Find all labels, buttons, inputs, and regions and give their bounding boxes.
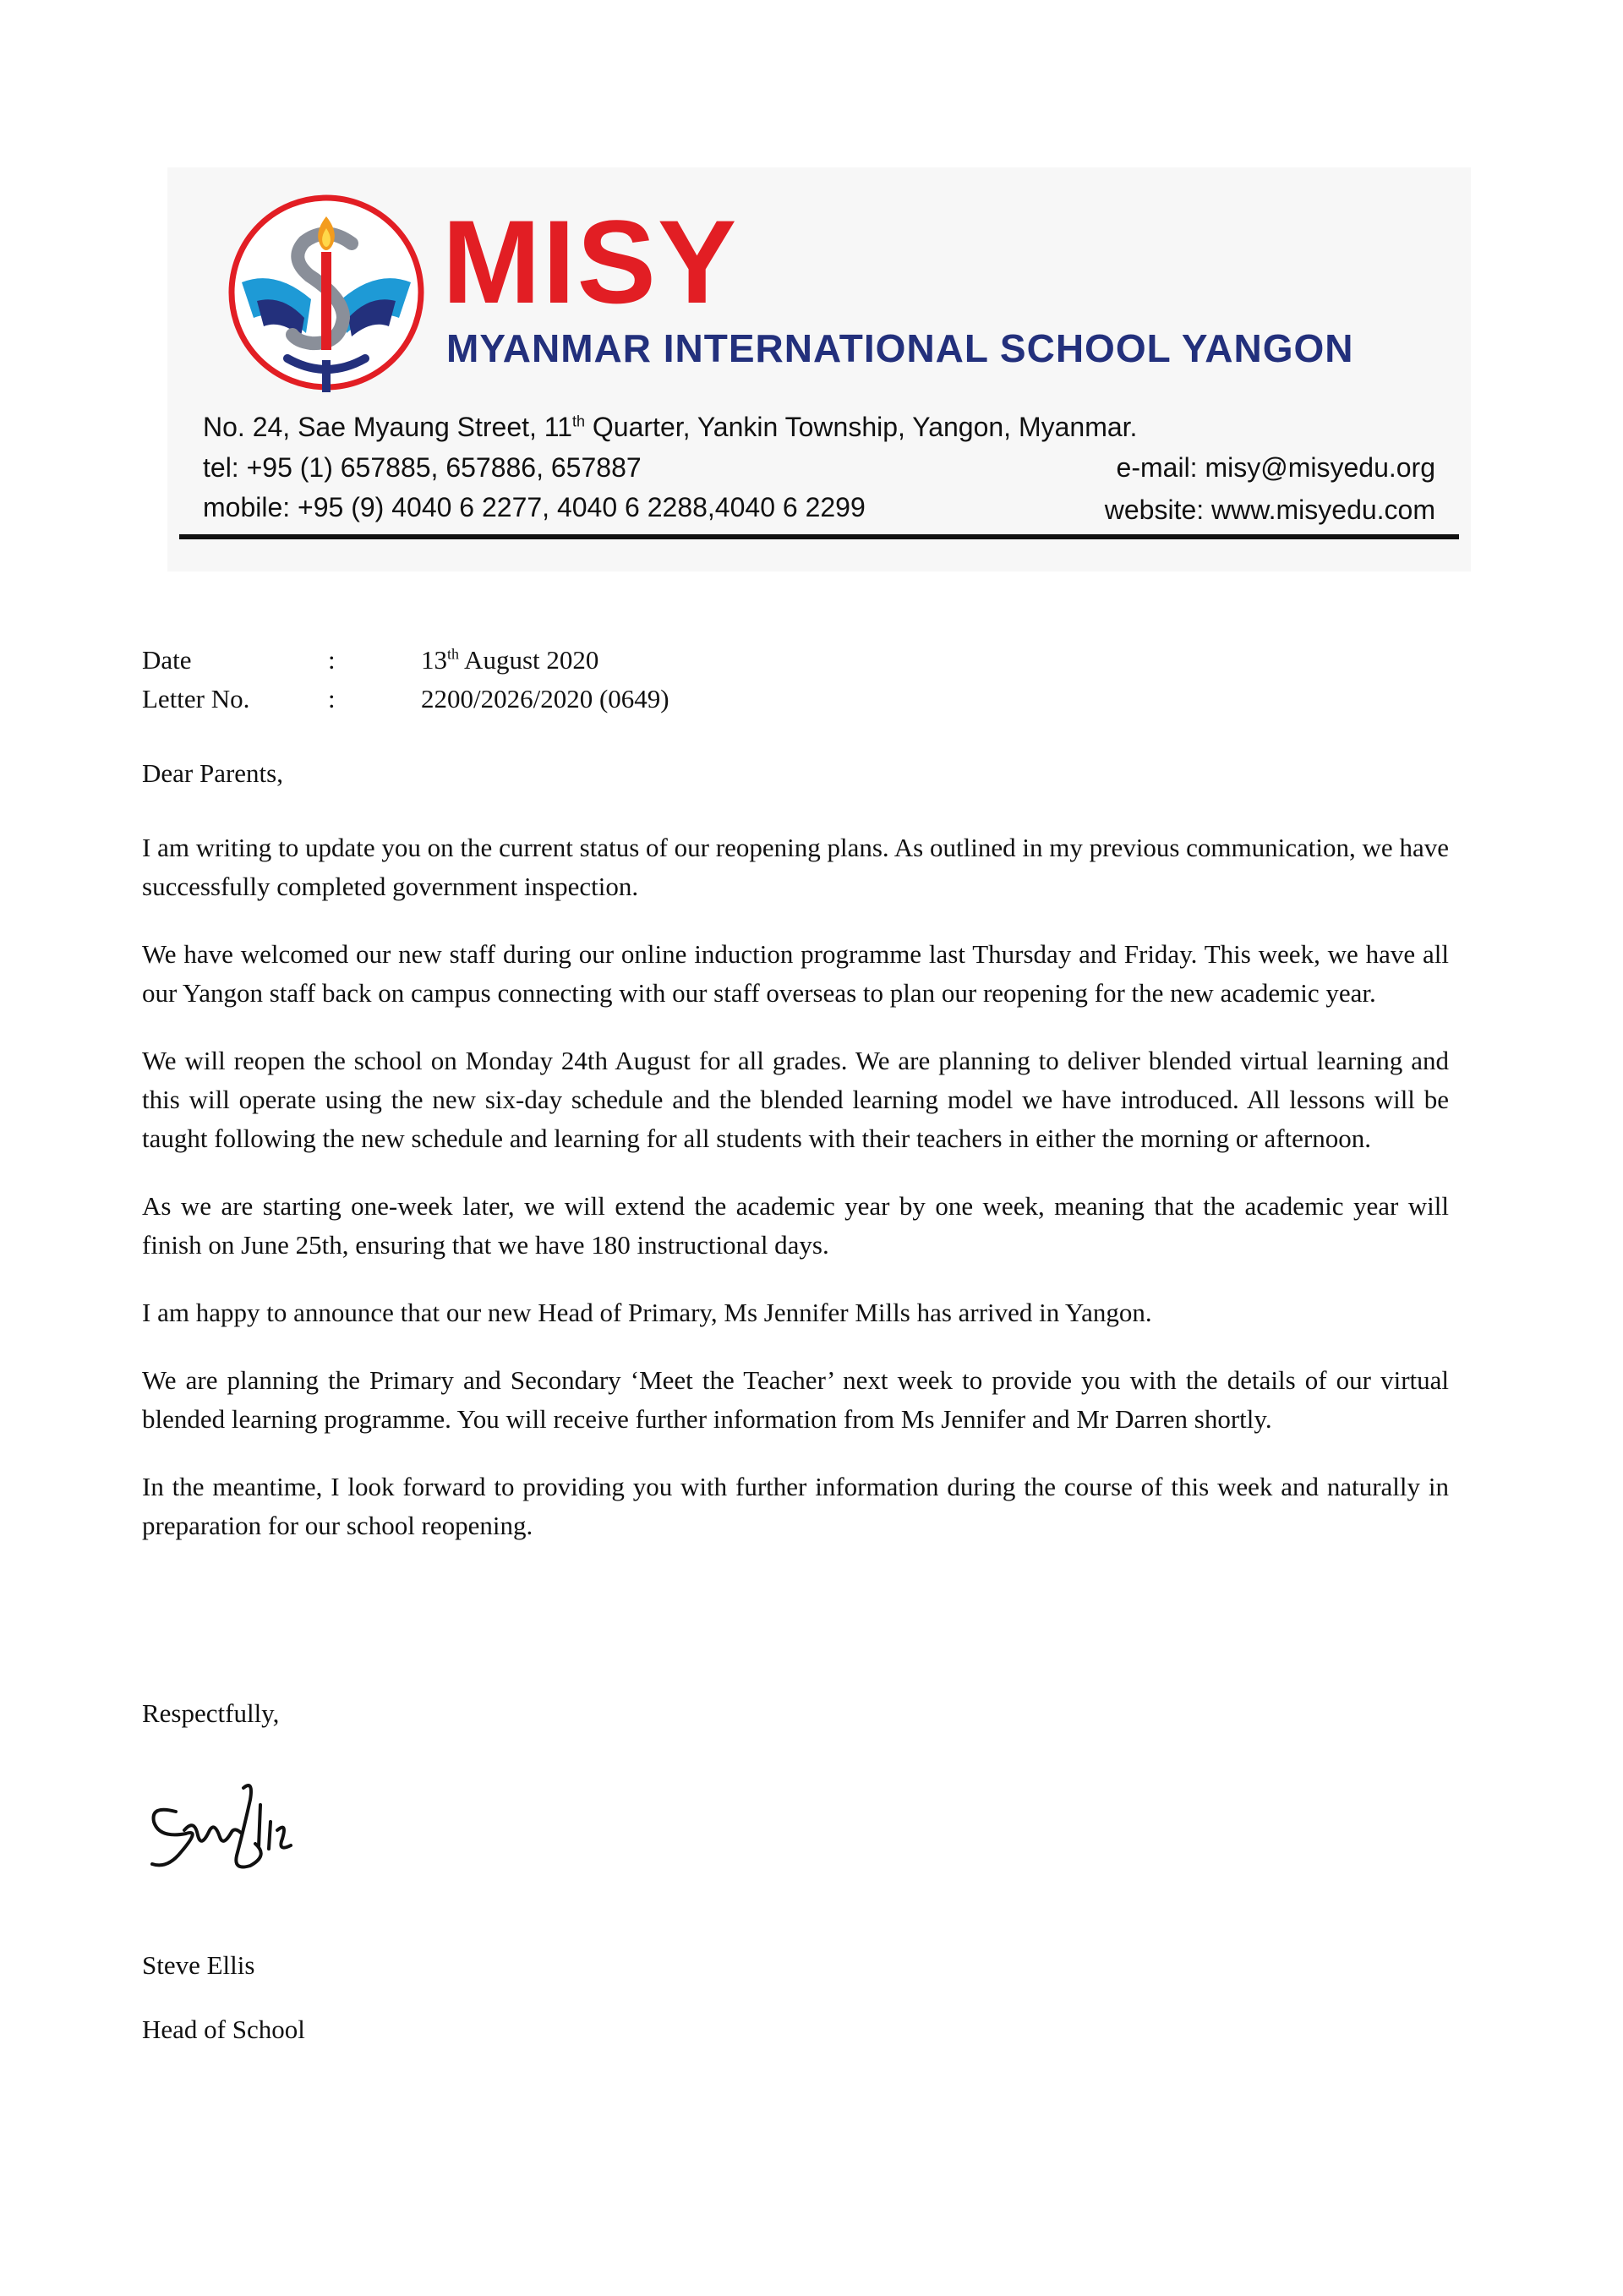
paragraph: We are planning the Primary and Secondary ‘Meet the Teacher’ next week to provide you with the details of our virtual blended learning programme. You will receive further information from Ms Jennifer and Mr Darren shortly.: [142, 1365, 1449, 1434]
signature-image: [142, 1771, 320, 1889]
paragraph: I am writing to update you on the current status of our reopening plans. As outlined in my previous communication, we have successfully completed government inspection.: [142, 833, 1449, 901]
signer-title: Head of School: [142, 2014, 305, 2044]
school-name: MYANMAR INTERNATIONAL SCHOOL YANGON: [446, 326, 1354, 370]
closing: Respectfully,: [142, 1698, 280, 1728]
paragraph: We have welcomed our new staff during our online induction programme last Thursday and Friday. This week, we have all our Yangon staff back on campus connecting with our staff overseas to plan our reopening for the new academic year.: [142, 939, 1449, 1008]
paragraph: I am happy to announce that our new Head of Primary, Ms Jennifer Mills has arrived in Yangon.: [142, 1298, 1152, 1327]
greeting: Dear Parents,: [142, 758, 283, 788]
school-address: No. 24, Sae Myaung Street, 11th Quarter, Yankin Township, Yangon, Myanmar.: [203, 412, 1138, 442]
letter-body: [142, 828, 1449, 1574]
school-website: website: www.misyedu.com: [1104, 495, 1435, 525]
school-email: e-mail: misy@misyedu.org: [1116, 452, 1435, 483]
letter-number-label: Letter No.: [142, 684, 250, 713]
school-telephone: tel: +95 (1) 657885, 657886, 657887: [203, 452, 642, 483]
paragraph: As we are starting one-week later, we will extend the academic year by one week, meaning that the academic year will finish on June 25th, ensuring that we have 180 instructional days.: [142, 1191, 1449, 1260]
brand-name: MISY: [442, 195, 739, 328]
letterhead-divider: [179, 534, 1459, 539]
paragraph: We will reopen the school on Monday 24th August for all grades. We are planning to deliver blended virtual learning and this will operate using the new six-day schedule and the blended learning model we have introduced. All lessons will be taught following the new schedule and learning for all students with their teachers in either the morning or afternoon.: [142, 1046, 1449, 1153]
paragraph: In the meantime, I look forward to providing you with further information during the course of this week and naturally in preparation for our school reopening.: [142, 1472, 1449, 1540]
school-logo: [216, 191, 436, 411]
letter-number-colon: :: [328, 684, 336, 713]
school-mobile: mobile: +95 (9) 4040 6 2277, 4040 6 2288,4040 6 2299: [203, 492, 866, 522]
letter-number-value: 2200/2026/2020 (0649): [421, 684, 669, 713]
date-value: 13th August 2020: [421, 645, 599, 675]
date-label: Date: [142, 645, 192, 675]
letterhead: [167, 167, 1471, 571]
date-colon: :: [328, 645, 336, 675]
signer-name: Steve Ellis: [142, 1950, 255, 1980]
